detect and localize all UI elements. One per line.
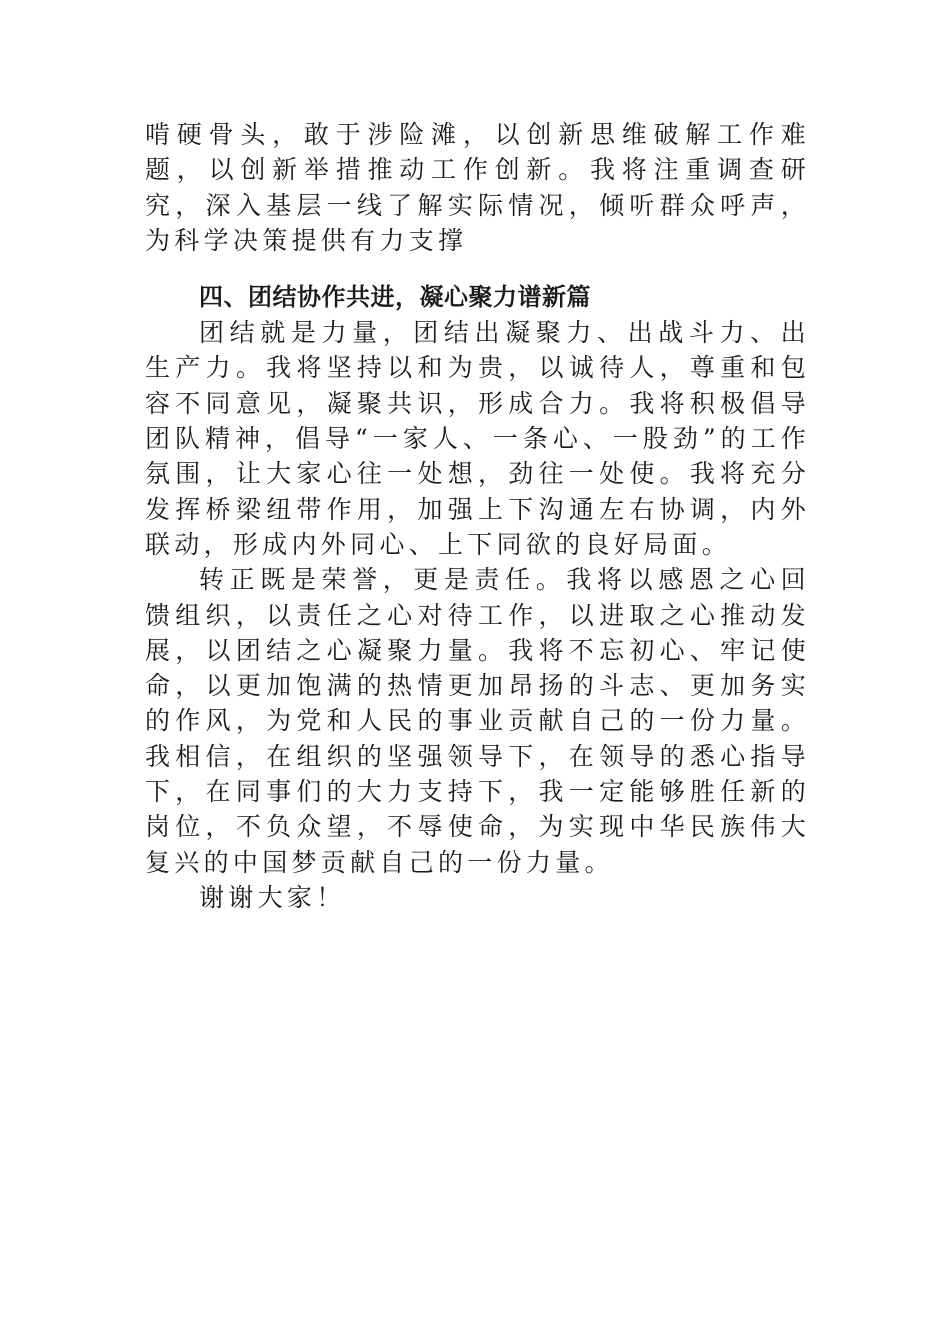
paragraph-continued: 啃硬骨头，敢于涉险滩，以创新思维破解工作难题，以创新举措推动工作创新。我将注重调查研究，深入基层一线了解实际情况，倾听群众呼声，为科学决策提供有力支撑 <box>145 120 810 255</box>
paragraph-unity: 团结就是力量，团结出凝聚力、出战斗力、出生产力。我将坚持以和为贵，以诚待人，尊重和包容不同意见，凝聚共识，形成合力。我将积极倡导团队精神，倡导“一家人、一条心、一股劲”的工作氛围，让大家心往一处想，劲往一处使。我将充分发挥桥梁纽带作用，加强上下沟通左右协调，内外联动，形成内外同心、上下同欲的良好局面。 <box>145 318 810 559</box>
section-heading-4: 四、团结协作共进，凝心聚力谱新篇 <box>199 283 591 312</box>
paragraph-thanks: 谢谢大家！ <box>199 882 346 912</box>
paragraph-conclusion: 转正既是荣誉，更是责任。我将以感恩之心回馈组织，以责任之心对待工作，以进取之心推动发展，以团结之心凝聚力量。我将不忘初心、牢记使命，以更加饱满的热情更加昂扬的斗志、更加务实的作风，为党和人民的事业贡献自己的一份力量。我相信，在组织的坚强领导下，在领导的悉心指导下，在同事们的大力支持下，我一定能够胜任新的岗位，不负众望，不辱使命，为实现中华民族伟大复兴的中国梦贡献自己的一份力量。 <box>145 565 810 877</box>
document-page <box>145 117 810 915</box>
